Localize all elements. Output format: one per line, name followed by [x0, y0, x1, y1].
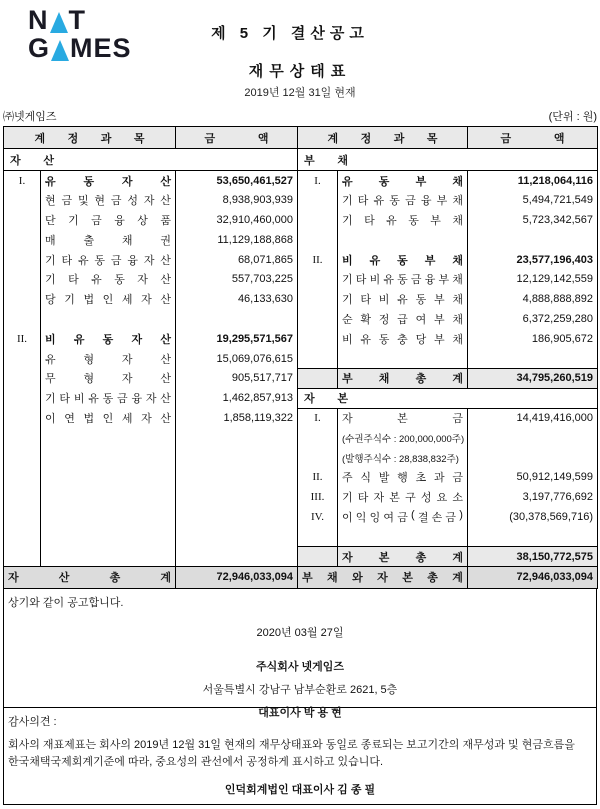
row-numeral-cell: [298, 428, 338, 448]
row-numeral-cell: [298, 349, 338, 369]
row-numeral-cell: IV.: [298, 507, 338, 527]
logo-letter: E: [93, 33, 113, 63]
table-row: [4, 368, 598, 388]
section-assets: 자 산: [4, 149, 298, 171]
amount-cell: [176, 527, 298, 547]
total-liabilities-equity-label: 부 채 와 자 본 총 계: [298, 566, 468, 588]
row-numeral-cell: II.: [4, 329, 41, 349]
table-row: [4, 250, 598, 270]
row-numeral-cell: [298, 289, 338, 309]
amount-cell: 53,650,461,527: [176, 171, 298, 191]
company-address: 서울특별시 강남구 남부순환로 2621, 5층: [202, 683, 398, 696]
row-numeral-cell: [4, 467, 41, 487]
row-numeral-cell: II.: [298, 467, 338, 487]
table-row: [4, 507, 598, 527]
account-label-cell: [41, 487, 176, 507]
row-numeral-cell: II.: [298, 250, 338, 270]
audit-opinion-label: 감사의견 :: [8, 715, 57, 728]
amount-cell: [468, 428, 598, 448]
account-label-cell: 주 식 발 행 초 과 금: [338, 467, 468, 487]
table-row: [4, 448, 598, 468]
account-label-cell: [41, 309, 176, 329]
section-equity: 자 본: [298, 388, 598, 408]
row-numeral-cell: I.: [298, 171, 338, 191]
amount-cell: 68,071,865: [176, 250, 298, 270]
announcement-date: 2020년 03월 27일: [256, 626, 344, 639]
amount-cell: 46,133,630: [176, 289, 298, 309]
table-header-row: [4, 127, 598, 149]
audit-opinion-line: 회사의 재표제표는 회사의 2019년 12월 31일 현재의 재무상태표와 동일로 종료되는 보고기간의 재무성과 및 현금흐름을: [8, 738, 575, 751]
row-numeral-cell: [4, 448, 41, 468]
account-label-cell: 기 타 비 유 동 금 융 부 채: [338, 269, 468, 289]
amount-cell: [176, 487, 298, 507]
amount-cell: [176, 467, 298, 487]
amount-cell: 11,218,064,116: [517, 174, 593, 187]
row-numeral-cell: [4, 408, 41, 428]
row-numeral-cell: [4, 388, 41, 408]
account-label-cell: 부 채 총 계: [338, 368, 468, 388]
amount-cell: 5,723,342,567: [522, 213, 593, 226]
table-row: [4, 547, 598, 567]
unit-label: (단위 : 원): [548, 111, 597, 123]
table-row: [4, 388, 598, 408]
table-row: [4, 408, 598, 428]
row-numeral-cell: [4, 487, 41, 507]
amount-cell: [468, 527, 598, 547]
table-row: [4, 349, 598, 369]
row-numeral-cell: [4, 507, 41, 527]
amount-cell: 34,795,260,519: [468, 368, 598, 388]
amount-cell: 12,129,142,559: [516, 273, 593, 286]
amount-cell: 14,419,416,000: [516, 412, 593, 425]
logo-letter: G: [28, 33, 51, 63]
logo-letter: S: [112, 33, 132, 63]
row-numeral-cell: [4, 269, 41, 289]
account-label-cell: 현 금 및 현 금 성 자 산: [41, 190, 176, 210]
section-header-row: [4, 149, 598, 171]
account-label-cell: (수권주식수 : 200,000,000주): [338, 428, 468, 448]
account-label-cell: [41, 547, 176, 567]
table-meta-row: [3, 108, 597, 124]
row-numeral-cell: [4, 230, 41, 250]
account-label-cell: 무 형 자 산: [41, 368, 176, 388]
account-label-cell: 기 타 유 동 금 융 부 채: [338, 190, 468, 210]
column-header-account: 계 정 과 목: [298, 127, 468, 149]
logo-letter-a-triangle: [51, 40, 69, 61]
amount-cell: [176, 448, 298, 468]
amount-cell: 50,912,149,599: [516, 471, 593, 484]
row-numeral-cell: [4, 309, 41, 329]
ceo-name: 대표이사 박 용 현: [258, 706, 342, 719]
table-row: [4, 269, 598, 289]
amount-cell: 11,129,188,868: [176, 230, 298, 250]
announcement-title: 제 5 기 결산공고: [211, 25, 369, 42]
column-header-account: 계 정 과 목: [4, 127, 176, 149]
amount-cell: [176, 507, 298, 527]
row-numeral-cell: [298, 368, 338, 388]
table-row: [4, 190, 598, 210]
row-numeral-cell: [4, 527, 41, 547]
company-name: 주식회사 넷게임즈: [255, 660, 345, 673]
amount-cell: 32,910,460,000: [176, 210, 298, 230]
column-header-amount: 금 액: [176, 127, 298, 149]
balance-sheet-table: [3, 126, 598, 589]
announcement-box: [3, 589, 597, 719]
row-numeral-cell: [4, 250, 41, 270]
row-numeral-cell: [298, 230, 338, 250]
amount-cell: 1,462,857,913: [176, 388, 298, 408]
account-label-cell: 기 타 유 동 자 산: [41, 269, 176, 289]
amount-cell: 19,295,571,567: [176, 329, 298, 349]
account-label-cell: 유 형 자 산: [41, 349, 176, 369]
audit-opinion-box: [3, 708, 597, 805]
row-numeral-cell: [298, 448, 338, 468]
row-numeral-cell: [298, 329, 338, 349]
statement-title: 재무상태표: [248, 63, 352, 80]
table-row: [4, 171, 598, 191]
account-label-cell: 유 동 자 산: [41, 171, 176, 191]
amount-cell: 38,150,772,575: [468, 547, 598, 567]
row-numeral-cell: [4, 368, 41, 388]
row-numeral-cell: I.: [4, 171, 41, 191]
account-label-cell: [41, 428, 176, 448]
account-label-cell: [338, 527, 468, 547]
row-numeral-cell: III.: [298, 487, 338, 507]
account-label-cell: 기 타 비 유 동 금 융 자 산: [41, 388, 176, 408]
account-label-cell: 자 본 금: [338, 408, 468, 428]
audit-opinion-line: 한국채택국제회계기준에 따라, 중요성의 관선에서 공정하게 표시하고 있습니다.: [8, 755, 384, 768]
account-label-cell: 기 타 비 유 동 부 채: [338, 289, 468, 309]
amount-cell: 557,703,225: [176, 269, 298, 289]
notice-text: 상기와 같이 공고합니다.: [8, 596, 124, 609]
account-label-cell: 비 유 동 자 산: [41, 329, 176, 349]
logo-letter: N: [28, 5, 49, 35]
account-label-cell: 순 확 정 급 여 부 채: [338, 309, 468, 329]
table-row: [4, 467, 598, 487]
logo-letter: M: [70, 33, 94, 63]
account-label-cell: 유 동 부 채: [338, 171, 468, 191]
account-label-cell: 매 출 채 권: [41, 230, 176, 250]
amount-cell: 23,577,196,403: [516, 253, 593, 266]
account-label-cell: [338, 230, 468, 250]
table-row: [4, 329, 598, 349]
account-label-cell: 당 기 법 인 세 자 산: [41, 289, 176, 309]
total-assets-amount: 72,946,033,094: [176, 566, 298, 588]
table-row: [4, 289, 598, 309]
amount-cell: (30,378,569,716): [509, 510, 593, 523]
account-label-cell: 자 본 총 계: [338, 547, 468, 567]
audit-opinion-text: [8, 737, 592, 771]
account-label-cell: [338, 349, 468, 369]
account-label-cell: 단 기 금 융 상 품: [41, 210, 176, 230]
table-row: [4, 527, 598, 547]
total-liabilities-equity-amount: 72,946,033,094: [468, 566, 598, 588]
as-of-date: 2019년 12월 31일 현재: [244, 87, 356, 99]
amount-cell: 8,938,903,939: [176, 190, 298, 210]
amount-cell: 186,905,672: [531, 332, 593, 345]
amount-cell: [176, 309, 298, 329]
company-short-name: ㈜넷게임즈: [3, 111, 57, 123]
table-row: [4, 230, 598, 250]
column-header-amount: 금 액: [468, 127, 598, 149]
row-numeral-cell: [4, 210, 41, 230]
table-row: [4, 428, 598, 448]
account-label-cell: 기 타 유 동 부 채: [338, 210, 468, 230]
row-numeral-cell: [298, 547, 338, 567]
row-numeral-cell: [298, 527, 338, 547]
row-numeral-cell: [298, 210, 338, 230]
table-row: [4, 487, 598, 507]
account-label-cell: [41, 467, 176, 487]
table-row: [4, 309, 598, 329]
account-label-cell: 이 익 잉 여 금 ( 결 손 금 ): [338, 507, 468, 527]
account-label-cell: 이 연 법 인 세 자 산: [41, 408, 176, 428]
amount-cell: [176, 428, 298, 448]
row-numeral-cell: [298, 269, 338, 289]
row-numeral-cell: [4, 349, 41, 369]
row-numeral-cell: I.: [298, 408, 338, 428]
account-label-cell: (발행주식수 : 28,838,832주): [338, 448, 468, 468]
amount-cell: 6,372,259,280: [522, 312, 593, 325]
account-label-cell: [41, 448, 176, 468]
amount-cell: 905,517,717: [176, 368, 298, 388]
amount-cell: 15,069,076,615: [176, 349, 298, 369]
account-label-cell: 비 유 동 부 채: [338, 250, 468, 270]
amount-cell: [468, 448, 598, 468]
amount-cell: 4,888,888,892: [522, 293, 593, 306]
row-numeral-cell: [4, 289, 41, 309]
total-assets-label: 자 산 총 계: [4, 566, 176, 588]
account-label-cell: 기 타 자 본 구 성 요 소: [338, 487, 468, 507]
amount-cell: 3,197,776,692: [522, 491, 593, 504]
amount-cell: 5,494,721,549: [522, 194, 593, 207]
page-header: [0, 0, 600, 126]
account-label-cell: [41, 507, 176, 527]
row-numeral-cell: [4, 190, 41, 210]
account-label-cell: [41, 527, 176, 547]
amount-cell: [176, 547, 298, 567]
row-numeral-cell: [298, 190, 338, 210]
account-label-cell: 기 타 유 동 금 융 자 산: [41, 250, 176, 270]
grand-total-row: [4, 566, 598, 588]
logo-letter: T: [68, 5, 86, 35]
amount-cell: [468, 349, 598, 369]
table-row: [4, 210, 598, 230]
auditor-name: 인덕회계법인 대표이사 김 종 필: [224, 784, 376, 797]
row-numeral-cell: [298, 309, 338, 329]
row-numeral-cell: [4, 428, 41, 448]
section-liabilities: 부 채: [298, 149, 598, 171]
row-numeral-cell: [4, 547, 41, 567]
account-label-cell: 비 유 동 충 당 부 채: [338, 329, 468, 349]
amount-cell: [468, 230, 598, 250]
amount-cell: 1,858,119,322: [176, 408, 298, 428]
